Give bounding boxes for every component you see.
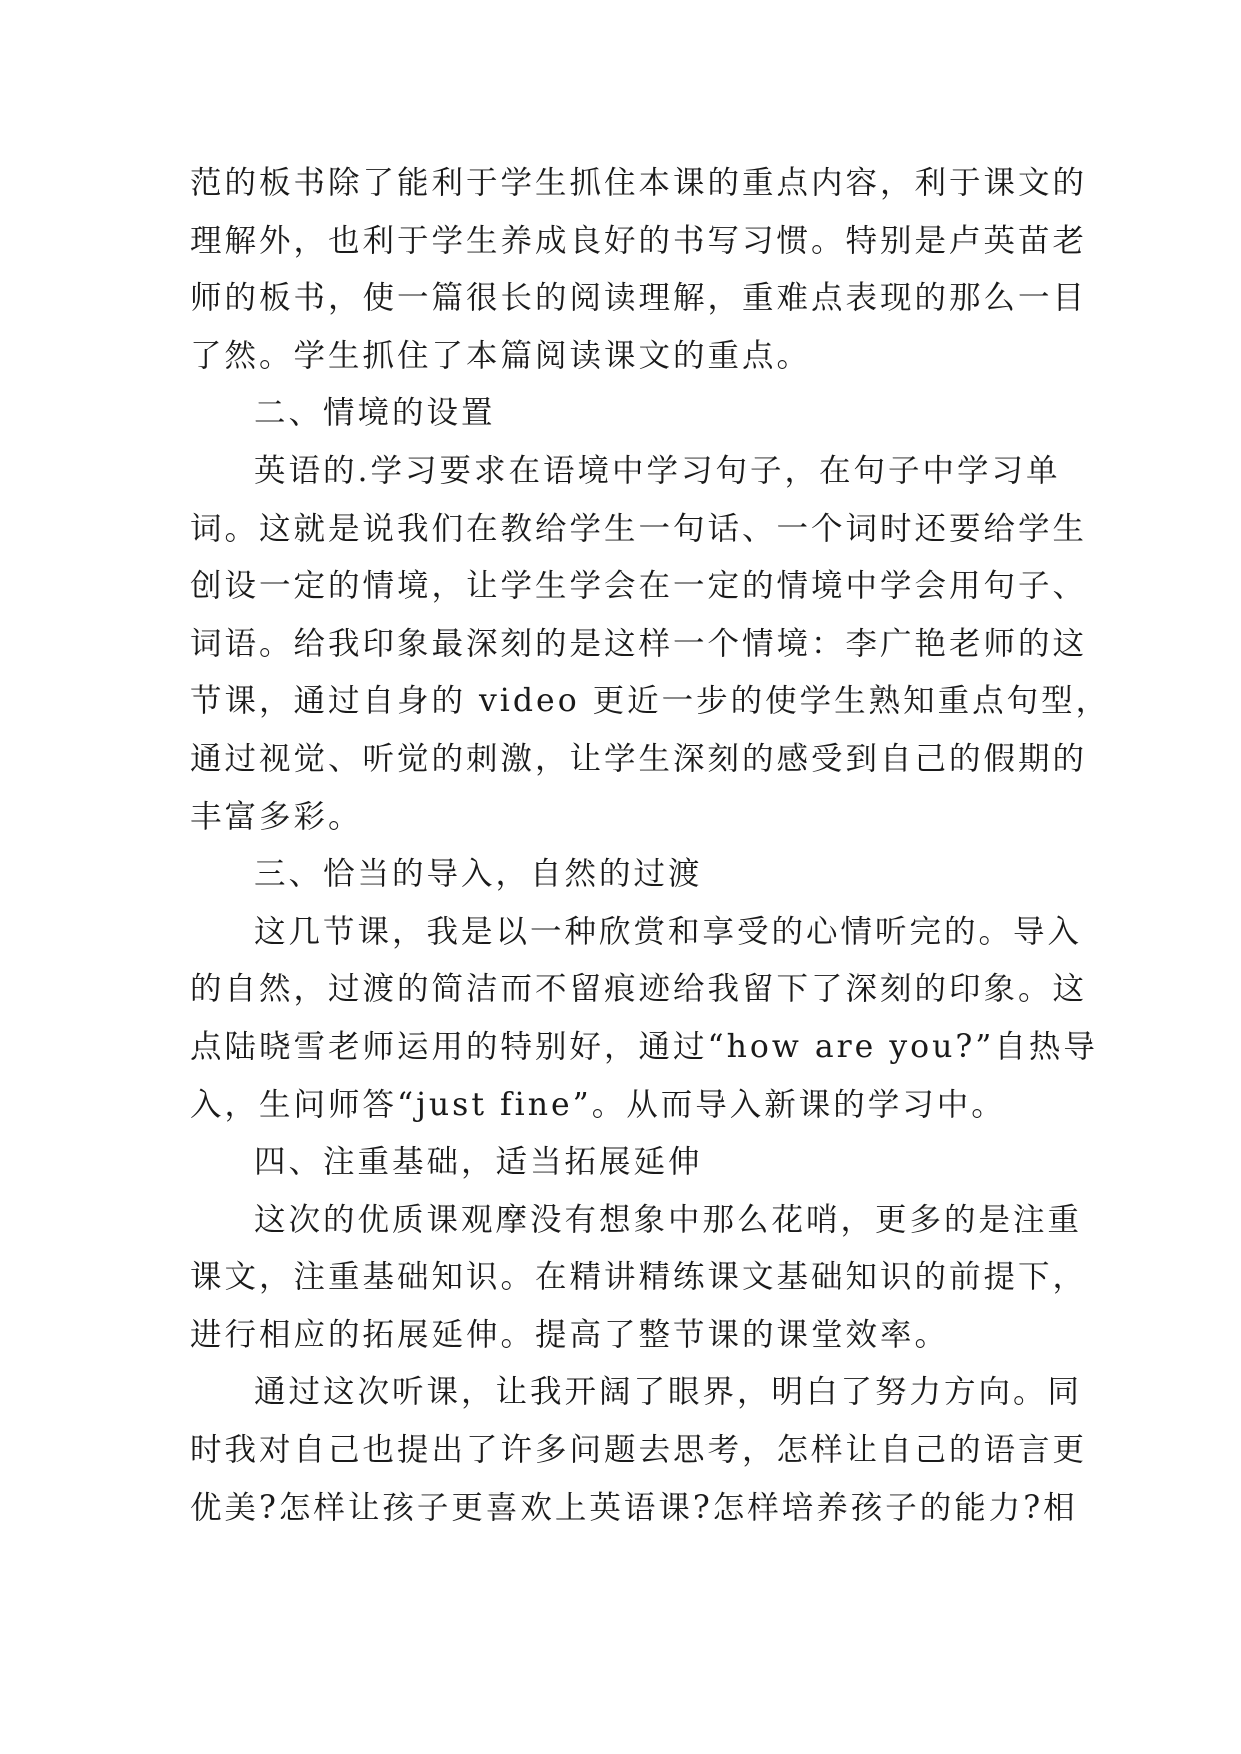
text-line: 课文，注重基础知识。在精讲精练课文基础知识的前提下， bbox=[190, 1259, 1088, 1296]
text-line: 入，生问师答“just fine”。从而导入新课的学习中。 bbox=[190, 1086, 1006, 1123]
section-heading: 三、恰当的导入，自然的过渡 bbox=[254, 856, 703, 893]
text-line: 词语。给我印象最深刻的是这样一个情境：李广艳老师的这 bbox=[190, 625, 1088, 662]
text-line: 这几节课，我是以一种欣赏和享受的心情听完的。导入 bbox=[254, 913, 1083, 950]
text-line: 词。这就是说我们在教给学生一句话、一个词时还要给学生 bbox=[190, 510, 1088, 547]
text-line: 通过视觉、听觉的刺激，让学生深刻的感受到自己的假期的 bbox=[190, 740, 1088, 777]
text-line: 通过这次听课，让我开阔了眼界，明白了努力方向。同 bbox=[254, 1374, 1083, 1411]
text-line: 创设一定的情境，让学生学会在一定的情境中学会用句子、 bbox=[190, 568, 1088, 605]
text-line: 时我对自己也提出了许多问题去思考，怎样让自己的语言更 bbox=[190, 1432, 1088, 1469]
text-line: 节课，通过自身的 video 更近一步的使学生熟知重点句型， bbox=[190, 683, 1111, 720]
text-line: 理解外，也利于学生养成良好的书写习惯。特别是卢英苗老 bbox=[190, 222, 1088, 259]
text-line: 点陆晓雪老师运用的特别好，通过“how are you?”自热导 bbox=[190, 1028, 1098, 1065]
text-line: 的自然，过渡的简洁而不留痕迹给我留下了深刻的印象。这 bbox=[190, 971, 1088, 1008]
section-heading: 四、注重基础，适当拓展延伸 bbox=[254, 1144, 703, 1181]
text-line: 师的板书，使一篇很长的阅读理解，重难点表现的那么一目 bbox=[190, 280, 1088, 317]
section-heading: 二、情境的设置 bbox=[254, 395, 496, 432]
document-body bbox=[190, 155, 1111, 1537]
text-line: 范的板书除了能利于学生抓住本课的重点内容，利于课文的 bbox=[190, 165, 1088, 201]
text-line: 这次的优质课观摩没有想象中那么花哨，更多的是注重 bbox=[254, 1201, 1083, 1238]
text-line: 英语的.学习要求在语境中学习句子，在句子中学习单 bbox=[254, 452, 1061, 489]
text-line: 丰富多彩。 bbox=[190, 798, 363, 835]
text-line: 优美?怎样让孩子更喜欢上英语课?怎样培养孩子的能力?相 bbox=[190, 1489, 1078, 1526]
text-line: 了然。学生抓住了本篇阅读课文的重点。 bbox=[190, 337, 812, 374]
text-line: 进行相应的拓展延伸。提高了整节课的课堂效率。 bbox=[190, 1316, 950, 1353]
